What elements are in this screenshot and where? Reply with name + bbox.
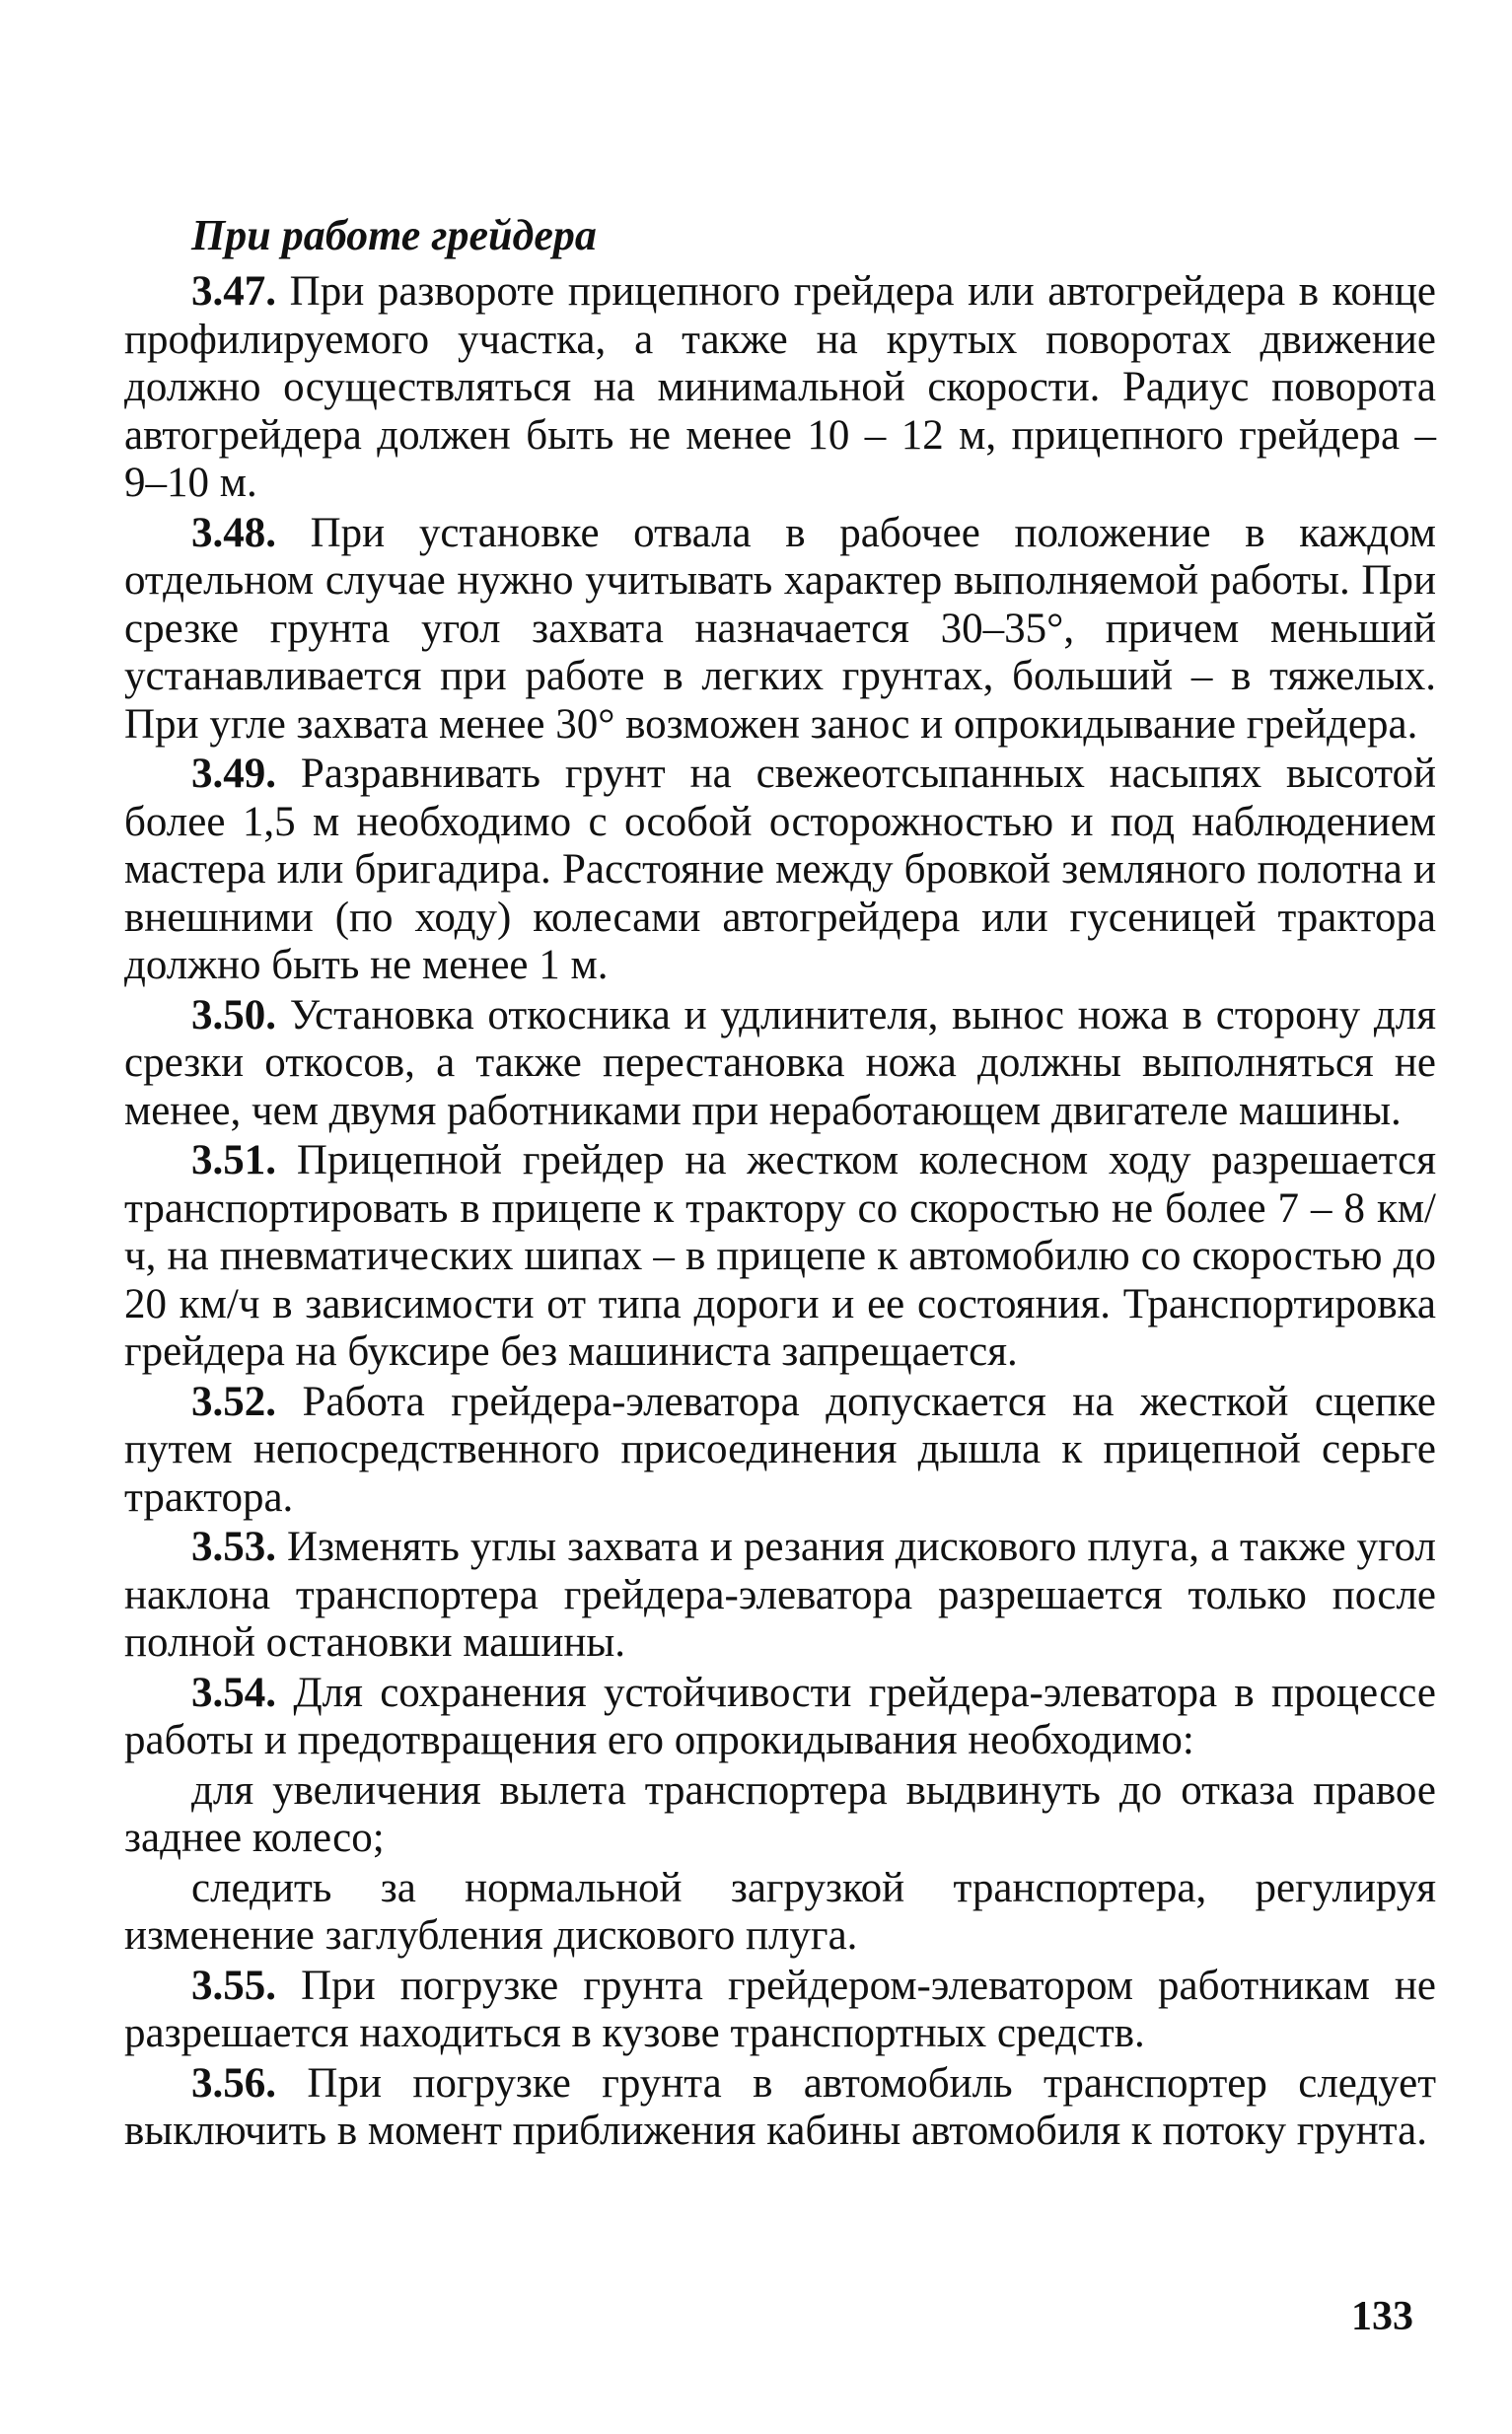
paragraph-number: 3.52.: [191, 1378, 276, 1425]
paragraph-text: При установке отвала в рабочее положение в каждом отдельном случае нужно учитывать характер выполняемой работы. При срезке грунта угол захвата назначается 30–35°, причем меньший устанавливается при работе в легких грунтах, больший – в тяжелых. При угле захвата менее 30° возможен занос и опрокидывание грейдера.: [124, 509, 1436, 748]
paragraph-number: 3.54.: [191, 1669, 276, 1716]
list-item: следить за нормальной загрузкой транспортера, регулируя изменение заглубления дискового плуга.: [124, 1864, 1436, 1959]
paragraph-3-48: [124, 510, 1436, 750]
page-body: [124, 209, 1436, 2158]
paragraph-number: 3.53.: [191, 1524, 276, 1570]
paragraph-number: 3.51.: [191, 1137, 276, 1183]
paragraph-number: 3.55.: [191, 1962, 276, 2009]
paragraph-3-49: [124, 751, 1436, 990]
paragraph-text: Установка откосника и удлинителя, вынос ножа в сторону для срезки откосов, а также перестановка ножа должны выполняться не менее, чем двумя работниками при неработающем двигателе машины.: [124, 991, 1436, 1134]
paragraph-3-55: [124, 1963, 1436, 2058]
paragraph-3-52: [124, 1379, 1436, 1523]
paragraph-text: Изменять углы захвата и резания дискового плуга, а также угол наклона транспортера грейдера-элеватора разрешается только после полной остановки машины.: [124, 1524, 1436, 1666]
paragraph-text: Для сохранения устойчивости грейдера-элеватора в процессе работы и предотвращения его опрокидывания необходимо:: [124, 1669, 1436, 1763]
paragraph-3-51: [124, 1137, 1436, 1377]
paragraph-text: При развороте прицепного грейдера или автогрейдера в конце профилируемого участка, а также на крутых поворотах движение должно осуществляться на минимальной скорости. Радиус поворота автогрейдера должен быть не менее 10 – 12 м, прицепного грейдера – 9–10 м.: [124, 268, 1436, 506]
paragraph-3-50: [124, 992, 1436, 1136]
paragraph-number: 3.56.: [191, 2059, 276, 2107]
section-heading: При работе грейдера: [191, 211, 597, 259]
paragraph-number: 3.47.: [191, 268, 276, 315]
paragraph-text: При погрузке грунта грейдером-элеватором работникам не разрешается находиться в кузове транспортных средств.: [124, 1962, 1436, 2056]
list-item: для увеличения вылета транспортера выдвинуть до отказа правое заднее колесо;: [124, 1766, 1436, 1861]
paragraph-3-54: [124, 1670, 1436, 1765]
paragraph-number: 3.49.: [191, 751, 276, 797]
paragraph-number: 3.48.: [191, 509, 276, 556]
paragraph-text: Прицепной грейдер на жестком колесном ходу разрешается транспортировать в прицепе к трактору со скоростью не более 7 – 8 км/ч, на пневматических шипах – в прицепе к автомобилю со скоростью до 20 км/ч в зависимости от типа дороги и ее состояния. Транспортировка грейдера на буксире без машиниста запрещается.: [124, 1137, 1436, 1375]
page-number: 133: [1351, 2294, 1413, 2339]
paragraph-text: При погрузке грунта в автомобиль транспортер следует выключить в момент приближения кабины автомобиля к потоку грунта.: [124, 2059, 1436, 2154]
paragraph-text: Работа грейдера-элеватора допускается на жесткой сцепке путем непосредственного присоединения дышла к прицепной серьге трактора.: [124, 1378, 1436, 1521]
paragraph-text: Разравнивать грунт на свежеотсыпанных насыпях высотой более 1,5 м необходимо с особой осторожностью и под наблюдением мастера или бригадира. Расстояние между бровкой земляного полотна и внешними (по ходу) колесами автогрейдера или гусеницей трактора должно быть не менее 1 м.: [124, 751, 1436, 988]
paragraph-number: 3.50.: [191, 991, 276, 1038]
paragraph-3-53: [124, 1524, 1436, 1668]
paragraph-3-56: [124, 2060, 1436, 2156]
paragraph-3-47: [124, 268, 1436, 508]
